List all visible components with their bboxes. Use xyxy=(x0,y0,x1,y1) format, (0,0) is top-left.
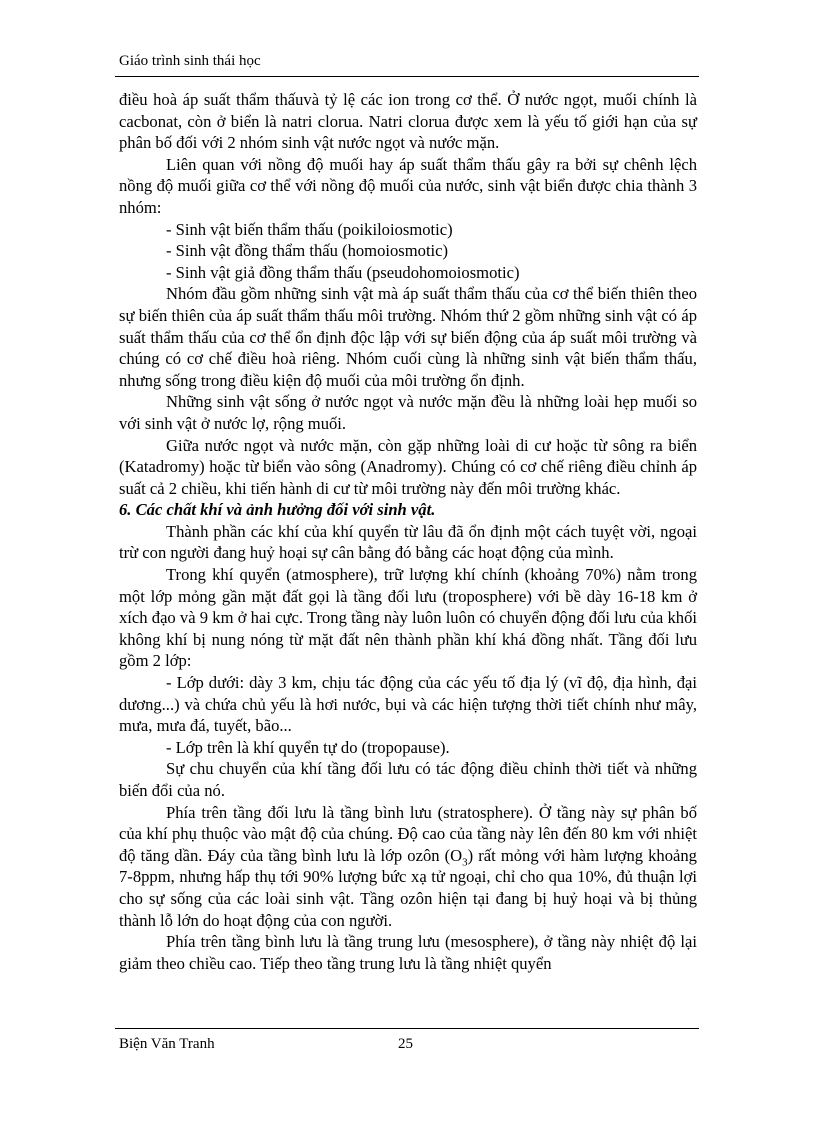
page-number: 25 xyxy=(398,1036,413,1052)
paragraph: Thành phần các khí của khí quyển từ lâu đã ổn định một cách tuyệt vời, ngoại trừ con người đang huỷ hoại sự cân bằng đó bằng các hoạt động của mình. xyxy=(119,521,697,563)
list-item: - Sinh vật biến thẩm thấu (poikiloiosmotic) xyxy=(166,219,453,239)
page-header-title: Giáo trình sinh thái học xyxy=(119,53,261,69)
paragraph xyxy=(119,802,697,932)
paragraph: Trong khí quyển (atmosphere), trữ lượng khí chính (khoảng 70%) nằm trong một lớp mỏng gần mặt đất gọi là tầng đối lưu (troposphere) với bề dày 16-18 km ở xích đạo và 9 km ở hai cực. Trong tầng này luôn luôn có chuyển động đối lưu của khối không khí bị nung nóng từ mặt đất nên thành phần khí khá đồng nhất. Tầng đối lưu gồm 2 lớp: xyxy=(119,565,697,671)
paragraph: Sự chu chuyển của khí tầng đối lưu có tác động điều chỉnh thời tiết và những biến đổi của nó. xyxy=(119,759,697,800)
paragraph-text: Phía trên tầng đối lưu là tầng bình lưu (stratosphere). Ở tầng này sự phân bố của khí phụ thuộc vào mật độ của chúng. Độ cao của tầng này lên đến 80 km với nhiệt độ tăng dần. Đáy của tầng bình lưu là lớp ozôn (O xyxy=(119,802,697,865)
subscript: 3 xyxy=(462,856,468,869)
header-divider xyxy=(115,76,699,77)
footer-divider xyxy=(115,1028,699,1029)
paragraph: Giữa nước ngọt và nước mặn, còn gặp những loài di cư hoặc từ sông ra biển (Katadromy) hoặc từ biển vào sông (Anadromy). Chúng có cơ chế riêng điều chỉnh áp suất cả 2 chiều, khi tiến hành di cư từ môi trường này đến môi trường khác. xyxy=(119,435,697,498)
footer-author: Biện Văn Tranh xyxy=(119,1036,215,1052)
page-body xyxy=(119,89,697,974)
section-heading: 6. Các chất khí và ảnh hưởng đối với sinh vật. xyxy=(119,500,436,520)
paragraph: - Lớp trên là khí quyển tự do (tropopause). xyxy=(166,737,450,757)
paragraph: Liên quan với nồng độ muối hay áp suất thẩm thấu gây ra bởi sự chênh lệch nồng độ muối giữa cơ thể với nồng độ muối của nước, sinh vật biển được chia thành 3 nhóm: xyxy=(119,154,697,217)
paragraph: Những sinh vật sống ở nước ngọt và nước mặn đều là những loài hẹp muối so với sinh vật ở nước lợ, rộng muối. xyxy=(119,392,697,433)
list-item: - Sinh vật đồng thẩm thấu (homoiosmotic) xyxy=(166,241,449,261)
list-item: - Sinh vật giả đồng thẩm thấu (pseudohomoiosmotic) xyxy=(166,262,520,282)
paragraph: - Lớp dưới: dày 3 km, chịu tác động của các yếu tố địa lý (vĩ độ, địa hình, đại dương...) và chứa chủ yếu là hơi nước, bụi và các hiện tượng thời tiết chính như mây, mưa, mưa đá, tuyết, bão... xyxy=(119,673,697,736)
paragraph: Phía trên tầng bình lưu là tầng trung lưu (mesosphere), ở tầng này nhiệt độ lại giảm theo chiều cao. Tiếp theo tầng trung lưu là tầng nhiệt quyển xyxy=(119,932,697,973)
paragraph: Nhóm đầu gồm những sinh vật mà áp suất thẩm thấu của cơ thể biến thiên theo sự biến thiên của áp suất thẩm thấu môi trường. Nhóm thứ 2 gồm những sinh vật có áp suất thẩm thấu của cơ thể ổn định độc lập với sự biến động của áp suất môi trường và chúng có cơ chế điều hoà riêng. Nhóm cuối cùng là những sinh vật biến thẩm thấu, nhưng sống trong điều kiện độ muối của môi trường ổn định. xyxy=(119,284,697,390)
paragraph: điều hoà áp suất thẩm thấuvà tỷ lệ các ion trong cơ thể. Ở nước ngọt, muối chính là cacbonat, còn ở biển là natri clorua. Natri clorua được xem là yếu tố giới hạn của sự phân bố đối với 2 nhóm sinh vật nước ngọt và nước mặn. xyxy=(119,90,697,153)
paragraph-text: ) rất mỏng với hàm lượng khoảng 7-8ppm, nhưng hấp thụ tới 90% lượng bức xạ tử ngoại, chỉ cho qua 10%, đủ thuận lợi cho sự sống của các loài sinh vật. Tầng ozôn hiện tại đang bị huỷ hoại và bị thủng thành lỗ lớn do hoạt động của con người. xyxy=(119,845,697,930)
